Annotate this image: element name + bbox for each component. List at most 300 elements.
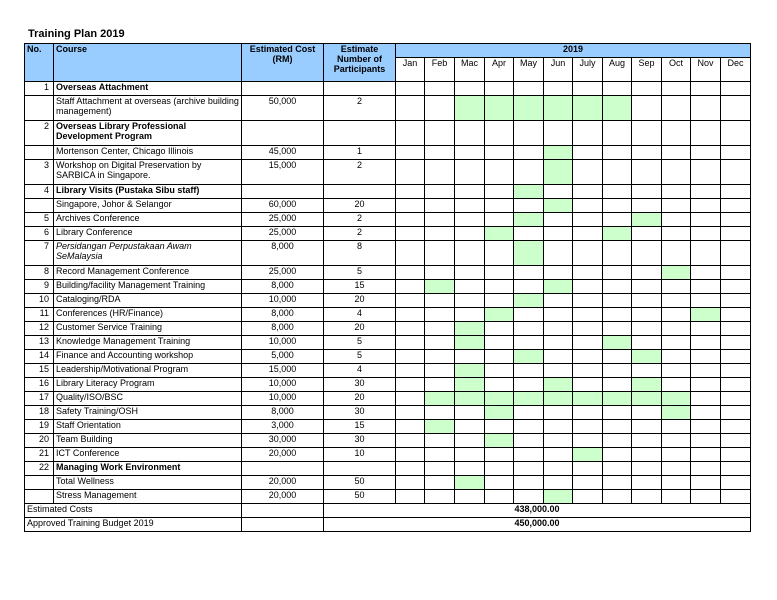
month-cell: [721, 280, 751, 294]
month-cell: [662, 448, 691, 462]
table-row: [25, 378, 751, 392]
participants-count: 50: [324, 490, 396, 504]
month-cell: [485, 280, 514, 294]
month-cell: [485, 364, 514, 378]
table-row: [25, 476, 751, 490]
month-cell: [455, 308, 485, 322]
month-cell: [573, 490, 603, 504]
month-cell: [662, 364, 691, 378]
month-cell: [425, 213, 455, 227]
participants-count: 2: [324, 160, 396, 185]
month-cell: [485, 420, 514, 434]
month-cell: [721, 462, 751, 476]
month-cell-scheduled: [632, 392, 662, 406]
month-cell: [721, 266, 751, 280]
month-cell: [603, 82, 632, 96]
month-cell: [603, 378, 632, 392]
month-cell: [632, 294, 662, 308]
month-cell: [721, 406, 751, 420]
summary-label: Estimated Costs: [25, 504, 242, 518]
month-cell: [662, 96, 691, 121]
month-cell: [662, 322, 691, 336]
month-cell: [425, 448, 455, 462]
course-name: Team Building: [54, 434, 242, 448]
month-cell: [573, 227, 603, 241]
table-row: [25, 462, 751, 476]
month-cell: [691, 146, 721, 160]
month-cell: [632, 82, 662, 96]
month-cell: [691, 294, 721, 308]
month-cell: [632, 336, 662, 350]
month-cell: [632, 308, 662, 322]
month-cell: [396, 280, 425, 294]
summary-empty: [242, 518, 324, 532]
participants-count: 15: [324, 420, 396, 434]
month-cell: [721, 434, 751, 448]
month-cell: [573, 199, 603, 213]
month-cell: [396, 146, 425, 160]
month-cell: [455, 266, 485, 280]
participants-count: 50: [324, 476, 396, 490]
month-cell: [603, 199, 632, 213]
course-name: Archives Conference: [54, 213, 242, 227]
month-cell-scheduled: [573, 392, 603, 406]
month-cell: [691, 406, 721, 420]
month-cell: [425, 96, 455, 121]
row-number: 5: [25, 213, 54, 227]
month-cell: [544, 406, 573, 420]
month-cell: [573, 241, 603, 266]
month-cell: [573, 406, 603, 420]
month-cell: [721, 378, 751, 392]
participants-count: 20: [324, 199, 396, 213]
month-cell: [455, 434, 485, 448]
month-cell-scheduled: [691, 308, 721, 322]
month-cell: [514, 160, 544, 185]
month-cell: [573, 294, 603, 308]
row-number: 11: [25, 308, 54, 322]
month-cell: [632, 160, 662, 185]
row-number: 2: [25, 121, 54, 146]
month-cell: [455, 227, 485, 241]
month-cell: [514, 462, 544, 476]
month-cell: [662, 146, 691, 160]
month-cell: [662, 476, 691, 490]
month-cell: [573, 82, 603, 96]
month-cell: [544, 350, 573, 364]
month-cell: [721, 82, 751, 96]
month-cell: [662, 294, 691, 308]
month-cell-scheduled: [603, 227, 632, 241]
month-cell: [425, 146, 455, 160]
course-name: Workshop on Digital Preservation by SARBICA in Singapore.: [54, 160, 242, 185]
month-cell: [544, 82, 573, 96]
month-cell: [396, 420, 425, 434]
month-cell-scheduled: [603, 392, 632, 406]
row-number: 14: [25, 350, 54, 364]
month-cell: [544, 336, 573, 350]
header-month: July: [573, 58, 603, 82]
course-name: Managing Work Environment: [54, 462, 242, 476]
course-name: Building/facility Management Training: [54, 280, 242, 294]
month-cell: [425, 336, 455, 350]
month-cell: [721, 96, 751, 121]
month-cell: [425, 476, 455, 490]
month-cell: [425, 308, 455, 322]
participants-count: 4: [324, 364, 396, 378]
month-cell-scheduled: [455, 96, 485, 121]
month-cell: [485, 322, 514, 336]
month-cell: [544, 322, 573, 336]
month-cell: [396, 378, 425, 392]
month-cell: [514, 322, 544, 336]
course-name: Conferences (HR/Finance): [54, 308, 242, 322]
estimated-cost: 8,000: [242, 322, 324, 336]
course-name: Overseas Attachment: [54, 82, 242, 96]
row-number: 1: [25, 82, 54, 96]
month-cell: [662, 121, 691, 146]
table-row: [25, 448, 751, 462]
month-cell: [662, 434, 691, 448]
course-name: Persidangan Perpustakaan Awam SeMalaysia: [54, 241, 242, 266]
month-cell: [396, 392, 425, 406]
month-cell: [632, 280, 662, 294]
row-number: 4: [25, 185, 54, 199]
month-cell: [455, 146, 485, 160]
month-cell-scheduled: [514, 241, 544, 266]
month-cell-scheduled: [455, 322, 485, 336]
row-number: 3: [25, 160, 54, 185]
participants-count: 5: [324, 350, 396, 364]
month-cell: [691, 266, 721, 280]
month-cell: [455, 160, 485, 185]
month-cell: [514, 121, 544, 146]
month-cell: [721, 490, 751, 504]
month-cell: [721, 227, 751, 241]
table-row: [25, 434, 751, 448]
month-cell: [573, 350, 603, 364]
month-cell-scheduled: [455, 336, 485, 350]
month-cell: [721, 322, 751, 336]
month-cell: [396, 185, 425, 199]
month-cell: [425, 490, 455, 504]
participants-count: 5: [324, 336, 396, 350]
month-cell-scheduled: [514, 96, 544, 121]
month-cell: [691, 420, 721, 434]
month-cell: [544, 241, 573, 266]
month-cell: [603, 434, 632, 448]
header-month: Feb: [425, 58, 455, 82]
month-cell: [396, 308, 425, 322]
month-cell: [662, 336, 691, 350]
month-cell: [425, 160, 455, 185]
month-cell: [691, 227, 721, 241]
participants-count: 30: [324, 378, 396, 392]
month-cell: [514, 448, 544, 462]
month-cell: [455, 448, 485, 462]
month-cell: [691, 336, 721, 350]
month-cell: [721, 213, 751, 227]
row-number: 13: [25, 336, 54, 350]
month-cell: [632, 241, 662, 266]
month-cell: [485, 146, 514, 160]
month-cell: [662, 378, 691, 392]
estimated-cost: 25,000: [242, 227, 324, 241]
month-cell: [721, 185, 751, 199]
month-cell: [632, 185, 662, 199]
row-number: 12: [25, 322, 54, 336]
month-cell: [662, 213, 691, 227]
row-number: [25, 490, 54, 504]
month-cell: [573, 336, 603, 350]
month-cell: [544, 121, 573, 146]
month-cell: [603, 266, 632, 280]
month-cell: [603, 490, 632, 504]
month-cell: [632, 406, 662, 420]
month-cell: [632, 227, 662, 241]
month-cell: [396, 364, 425, 378]
course-name: Mortenson Center, Chicago Illinois: [54, 146, 242, 160]
estimated-cost: 10,000: [242, 294, 324, 308]
header-month: Aug: [603, 58, 632, 82]
month-cell: [691, 490, 721, 504]
month-cell-scheduled: [455, 476, 485, 490]
estimated-cost: 15,000: [242, 160, 324, 185]
month-cell: [514, 146, 544, 160]
participants-count: [324, 121, 396, 146]
participants-count: 20: [324, 392, 396, 406]
month-cell: [721, 146, 751, 160]
month-cell: [425, 82, 455, 96]
row-number: 10: [25, 294, 54, 308]
month-cell: [691, 185, 721, 199]
summary-value: 438,000.00: [324, 504, 751, 518]
month-cell: [603, 280, 632, 294]
month-cell: [662, 199, 691, 213]
header-participants: Estimate Number of Participants: [324, 44, 396, 82]
table-row: [25, 82, 751, 96]
table-row: [25, 185, 751, 199]
header-month: Jun: [544, 58, 573, 82]
row-number: [25, 199, 54, 213]
header-month: Jan: [396, 58, 425, 82]
month-cell: [573, 322, 603, 336]
month-cell: [632, 199, 662, 213]
participants-count: 4: [324, 308, 396, 322]
estimated-cost: 20,000: [242, 448, 324, 462]
month-cell-scheduled: [573, 448, 603, 462]
header-cost: Estimated Cost (RM): [242, 44, 324, 82]
month-cell: [632, 146, 662, 160]
month-cell: [721, 308, 751, 322]
month-cell: [662, 160, 691, 185]
course-name: Stress Management: [54, 490, 242, 504]
month-cell: [514, 266, 544, 280]
row-number: 9: [25, 280, 54, 294]
month-cell: [573, 308, 603, 322]
summary-value: 450,000.00: [324, 518, 751, 532]
estimated-cost: [242, 462, 324, 476]
row-number: 8: [25, 266, 54, 280]
month-cell: [603, 406, 632, 420]
row-number: 21: [25, 448, 54, 462]
month-cell-scheduled: [485, 227, 514, 241]
summary-row: [25, 518, 751, 532]
participants-count: 30: [324, 434, 396, 448]
month-cell: [573, 213, 603, 227]
row-number: 20: [25, 434, 54, 448]
month-cell: [425, 322, 455, 336]
month-cell: [396, 406, 425, 420]
month-cell: [662, 350, 691, 364]
month-cell: [514, 82, 544, 96]
month-cell: [514, 434, 544, 448]
estimated-cost: 20,000: [242, 476, 324, 490]
month-cell-scheduled: [425, 280, 455, 294]
month-cell: [544, 476, 573, 490]
course-name: Overseas Library Professional Development Program: [54, 121, 242, 146]
course-name: Staff Orientation: [54, 420, 242, 434]
month-cell: [425, 266, 455, 280]
month-cell: [485, 294, 514, 308]
month-cell: [485, 448, 514, 462]
estimated-cost: 10,000: [242, 378, 324, 392]
estimated-cost: 3,000: [242, 420, 324, 434]
month-cell: [603, 121, 632, 146]
month-cell: [721, 121, 751, 146]
month-cell: [573, 280, 603, 294]
month-cell: [514, 227, 544, 241]
row-number: 19: [25, 420, 54, 434]
course-name: Customer Service Training: [54, 322, 242, 336]
month-cell: [721, 476, 751, 490]
month-cell-scheduled: [544, 96, 573, 121]
month-cell: [691, 392, 721, 406]
month-cell: [573, 146, 603, 160]
month-cell: [455, 294, 485, 308]
header-course: Course: [54, 44, 242, 82]
month-cell: [721, 364, 751, 378]
month-cell: [485, 213, 514, 227]
month-cell: [544, 294, 573, 308]
month-cell: [691, 213, 721, 227]
month-cell: [691, 378, 721, 392]
month-cell: [425, 434, 455, 448]
month-cell: [396, 160, 425, 185]
month-cell: [455, 406, 485, 420]
header-month: Nov: [691, 58, 721, 82]
row-number: 22: [25, 462, 54, 476]
month-cell: [455, 241, 485, 266]
estimated-cost: 30,000: [242, 434, 324, 448]
month-cell-scheduled: [544, 199, 573, 213]
month-cell: [396, 336, 425, 350]
month-cell-scheduled: [544, 392, 573, 406]
month-cell: [632, 322, 662, 336]
month-cell: [485, 462, 514, 476]
month-cell: [573, 185, 603, 199]
month-cell: [544, 308, 573, 322]
summary-row: [25, 504, 751, 518]
month-cell: [691, 462, 721, 476]
month-cell: [691, 434, 721, 448]
month-cell: [455, 199, 485, 213]
month-cell: [485, 476, 514, 490]
month-cell: [691, 448, 721, 462]
table-row: [25, 96, 751, 121]
participants-count: [324, 462, 396, 476]
month-cell: [632, 462, 662, 476]
header-no: No.: [25, 44, 54, 82]
estimated-cost: [242, 121, 324, 146]
month-cell: [544, 420, 573, 434]
month-cell: [721, 336, 751, 350]
month-cell: [721, 294, 751, 308]
estimated-cost: [242, 185, 324, 199]
month-cell-scheduled: [544, 160, 573, 185]
month-cell: [485, 350, 514, 364]
month-cell: [455, 350, 485, 364]
month-cell-scheduled: [632, 213, 662, 227]
table-row: [25, 392, 751, 406]
training-plan-table: [24, 43, 751, 532]
table-row: [25, 266, 751, 280]
month-cell: [603, 448, 632, 462]
month-cell: [662, 227, 691, 241]
month-cell: [425, 350, 455, 364]
month-cell: [425, 462, 455, 476]
month-cell-scheduled: [662, 406, 691, 420]
month-cell: [396, 241, 425, 266]
participants-count: 2: [324, 96, 396, 121]
row-number: 16: [25, 378, 54, 392]
month-cell: [425, 241, 455, 266]
month-cell: [573, 378, 603, 392]
month-cell: [396, 213, 425, 227]
course-name: Staff Attachment at overseas (archive building management): [54, 96, 242, 121]
month-cell: [691, 322, 721, 336]
month-cell: [662, 185, 691, 199]
header-month: Sep: [632, 58, 662, 82]
table-row: [25, 336, 751, 350]
month-cell-scheduled: [544, 146, 573, 160]
course-name: Singapore, Johor & Selangor: [54, 199, 242, 213]
participants-count: 8: [324, 241, 396, 266]
estimated-cost: 25,000: [242, 213, 324, 227]
month-cell-scheduled: [603, 96, 632, 121]
estimated-cost: [242, 82, 324, 96]
month-cell: [603, 308, 632, 322]
table-row: [25, 420, 751, 434]
estimated-cost: 45,000: [242, 146, 324, 160]
course-name: Record Management Conference: [54, 266, 242, 280]
month-cell-scheduled: [485, 308, 514, 322]
month-cell: [455, 82, 485, 96]
month-cell: [455, 280, 485, 294]
month-cell: [691, 280, 721, 294]
month-cell: [721, 199, 751, 213]
month-cell: [455, 462, 485, 476]
month-cell: [514, 420, 544, 434]
month-cell: [691, 364, 721, 378]
month-cell: [425, 294, 455, 308]
course-name: Leadership/Motivational Program: [54, 364, 242, 378]
month-cell: [514, 199, 544, 213]
estimated-cost: 10,000: [242, 392, 324, 406]
month-cell: [544, 434, 573, 448]
month-cell: [632, 266, 662, 280]
month-cell: [425, 121, 455, 146]
